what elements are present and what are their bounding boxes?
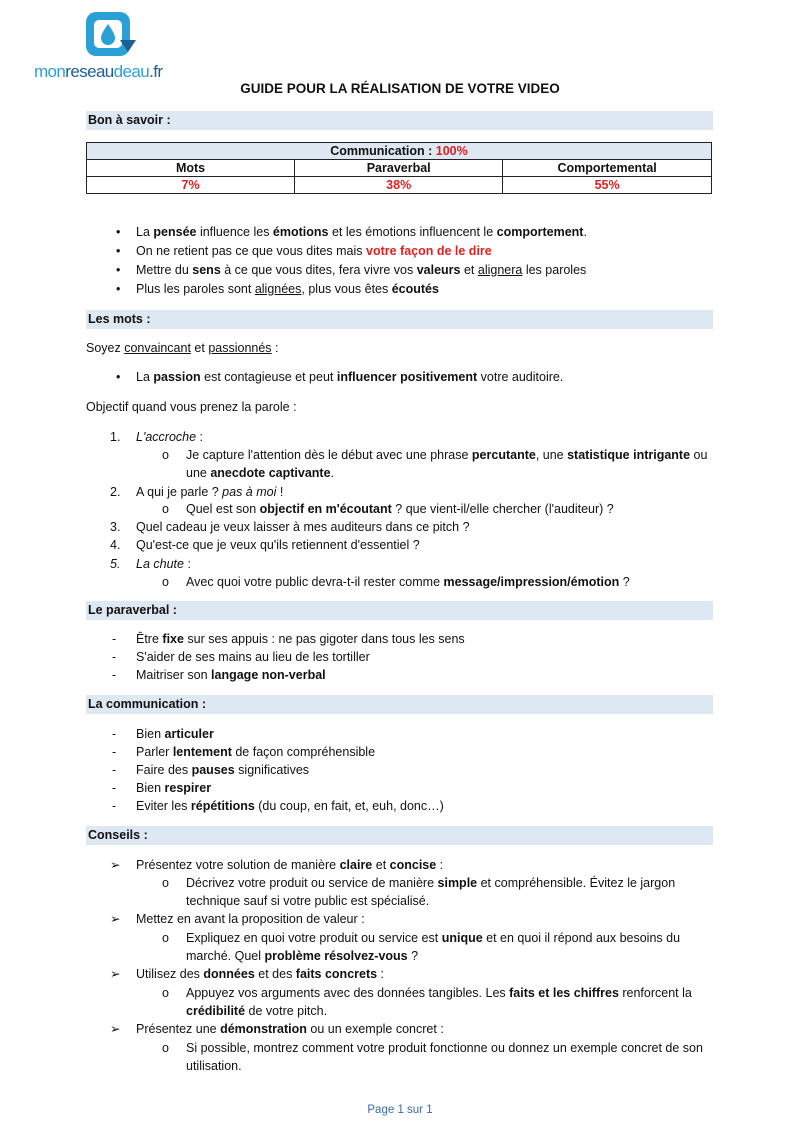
list-item: L'accroche :: [136, 430, 204, 444]
dash-marker: -: [112, 668, 117, 682]
circle-marker: o: [162, 986, 169, 1000]
list-item: Faire des pauses significatives: [136, 763, 310, 777]
table-header-cell: Communication : 100%: [87, 143, 712, 160]
circle-marker: o: [162, 931, 169, 945]
sub-item-line: Expliquez en quoi votre produit ou service est unique et en quoi il répond aux besoins du: [186, 931, 681, 945]
list-item: Présentez une démonstration ou un exemple concret :: [136, 1022, 444, 1036]
sub-item-line: Appuyez vos arguments avec des données tangibles. Les faits et les chiffres renforcent la: [186, 986, 692, 1000]
table-row: [87, 160, 712, 177]
list-item: La pensée influence les émotions et les émotions influencent le comportement.: [136, 225, 587, 239]
arrow-marker: ➢: [110, 858, 121, 872]
sub-item-line: Avec quoi votre public devra-t-il rester comme message/impression/émotion ?: [186, 575, 630, 589]
list-item: Mettre du sens à ce que vous dites, fera vivre vos valeurs et alignera les paroles: [136, 263, 587, 277]
table-col-paraverbal: Paraverbal: [295, 160, 503, 177]
dash-marker: -: [112, 763, 117, 777]
water-drop-logo-icon: [84, 10, 138, 60]
list-item: S'aider de ses mains au lieu de les tortiller: [136, 650, 370, 664]
circle-marker: o: [162, 448, 169, 462]
list-item: Qu'est-ce que je veux qu'ils retiennent d'essentiel ?: [136, 538, 420, 552]
arrow-marker: ➢: [110, 1022, 121, 1036]
sub-item-line: Si possible, montrez comment votre produit fonctionne ou donnez un exemple concret de son: [186, 1041, 703, 1055]
dash-marker: -: [112, 781, 117, 795]
dash-marker: -: [112, 727, 117, 741]
section-les-mots: Les mots :: [86, 310, 713, 329]
table-col-comportemental: Comportemental: [503, 160, 712, 177]
section-conseils: Conseils :: [86, 826, 713, 845]
list-item: La passion est contagieuse et peut influencer positivement votre auditoire.: [136, 370, 564, 384]
table-header-row: [87, 143, 712, 160]
table-value-comportemental: 55%: [503, 177, 712, 194]
list-item: Être fixe sur ses appuis : ne pas gigoter dans tous les sens: [136, 632, 465, 646]
sub-item-line: utilisation.: [186, 1059, 242, 1073]
list-item: On ne retient pas ce que vous dites mais votre façon de le dire: [136, 244, 492, 258]
logo: [34, 10, 204, 80]
circle-marker: o: [162, 575, 169, 589]
arrow-marker: ➢: [110, 967, 121, 981]
list-item: Maitriser son langage non-verbal: [136, 668, 326, 682]
list-item: Quel cadeau je veux laisser à mes auditeurs dans ce pitch ?: [136, 520, 470, 534]
bullet-marker: •: [116, 282, 121, 296]
list-number: 5.: [110, 557, 121, 571]
list-item: Mettez en avant la proposition de valeur :: [136, 912, 365, 926]
paragraph: Soyez convaincant et passionnés :: [86, 341, 279, 355]
list-item: La chute :: [136, 557, 191, 571]
sub-item-line: Quel est son objectif en m'écoutant ? que vient-il/elle chercher (l'auditeur) ?: [186, 502, 614, 516]
sub-item-line: Je capture l'attention dès le début avec une phrase percutante, une statistique intrigante ou: [186, 448, 708, 462]
list-item: Plus les paroles sont alignées, plus vous êtes écoutés: [136, 282, 439, 296]
page-title: GUIDE POUR LA RÉALISATION DE VOTRE VIDEO: [240, 81, 560, 96]
table-row: [87, 177, 712, 194]
list-number: 1.: [110, 430, 121, 444]
page-footer: Page 1 sur 1: [367, 1104, 433, 1116]
communication-table: [86, 142, 712, 194]
bullet-marker: •: [116, 225, 121, 239]
list-item: Bien respirer: [136, 781, 212, 795]
table-value-mots: 7%: [87, 177, 295, 194]
section-la-communication: La communication :: [86, 695, 713, 714]
list-item: Utilisez des données et des faits concrets :: [136, 967, 385, 981]
list-item: Parler lentement de façon compréhensible: [136, 745, 376, 759]
circle-marker: o: [162, 1041, 169, 1055]
dash-marker: -: [112, 745, 117, 759]
bullet-marker: •: [116, 244, 121, 258]
list-number: 3.: [110, 520, 121, 534]
table-value-paraverbal: 38%: [295, 177, 503, 194]
sub-item-line: crédibilité de votre pitch.: [186, 1004, 328, 1018]
paragraph: Objectif quand vous prenez la parole :: [86, 400, 297, 414]
sub-item-line: une anecdote captivante.: [186, 466, 335, 480]
list-item: A qui je parle ? pas à moi !: [136, 485, 284, 499]
dash-marker: -: [112, 632, 117, 646]
list-item: Bien articuler: [136, 727, 214, 741]
logo-wordmark: monreseaudeau.fr: [34, 62, 163, 81]
arrow-marker: ➢: [110, 912, 121, 926]
list-number: 2.: [110, 485, 121, 499]
list-item: Eviter les répétitions (du coup, en fait, et, euh, donc…): [136, 799, 444, 813]
sub-item-line: technique sauf si votre public est spécialisé.: [186, 894, 430, 908]
table-col-mots: Mots: [87, 160, 295, 177]
list-item: Présentez votre solution de manière claire et concise :: [136, 858, 444, 872]
dash-marker: -: [112, 650, 117, 664]
sub-item-line: marché. Quel problème résolvez-vous ?: [186, 949, 419, 963]
dash-marker: -: [112, 799, 117, 813]
section-le-paraverbal: Le paraverbal :: [86, 601, 713, 620]
circle-marker: o: [162, 876, 169, 890]
bullet-marker: •: [116, 263, 121, 277]
list-number: 4.: [110, 538, 121, 552]
section-bon-a-savoir: Bon à savoir :: [86, 111, 713, 130]
circle-marker: o: [162, 502, 169, 516]
bullet-marker: •: [116, 370, 121, 384]
sub-item-line: Décrivez votre produit ou service de manière simple et compréhensible. Évitez le jargon: [186, 876, 676, 890]
